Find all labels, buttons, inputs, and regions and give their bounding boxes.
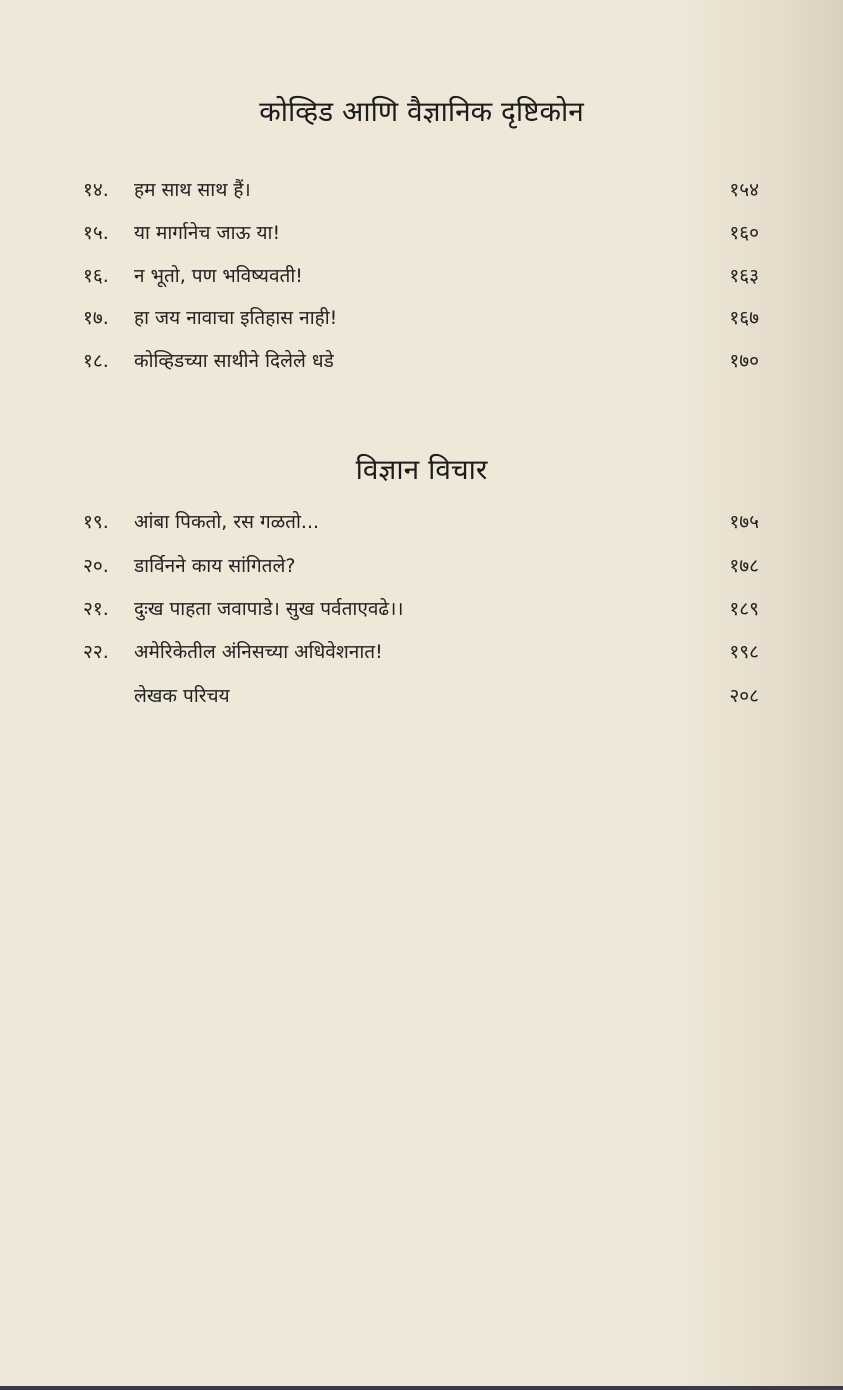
- entry-title: आंबा पिकतो, रस गळतो...: [134, 511, 320, 533]
- entry-page: १६७: [729, 307, 759, 329]
- toc-entry: [0, 219, 843, 259]
- entry-number: २१.: [83, 598, 109, 620]
- toc-entry: [0, 262, 843, 302]
- entry-title: लेखक परिचय: [134, 685, 230, 707]
- entry-title: हम साथ साथ हैं।: [134, 179, 251, 201]
- toc-entry: [0, 595, 843, 635]
- toc-entry: [0, 552, 843, 592]
- entry-number: १५.: [83, 222, 109, 244]
- toc-entry: [0, 682, 843, 722]
- entry-number: २०.: [83, 555, 109, 577]
- toc-entry: [0, 304, 843, 344]
- entry-number: १८.: [83, 350, 109, 372]
- entry-number: १६.: [83, 265, 109, 287]
- page-bottom-edge: [0, 1386, 843, 1390]
- entry-title: अमेरिकेतील अंनिसच्या अधिवेशनात!: [134, 641, 383, 663]
- toc-entry: [0, 176, 843, 216]
- entry-number: १७.: [83, 307, 109, 329]
- section-title-covid: कोव्हिड आणि वैज्ञानिक दृष्टिकोन: [259, 95, 584, 128]
- entry-page: १७०: [729, 350, 759, 372]
- toc-entry: [0, 347, 843, 387]
- entry-number: १४.: [83, 179, 109, 201]
- section-title-science: विज्ञान विचार: [355, 453, 488, 486]
- entry-title: डार्विनने काय सांगितले?: [134, 555, 296, 577]
- entry-number: २२.: [83, 641, 109, 663]
- entry-title: कोव्हिडच्या साथीने दिलेले धडे: [134, 350, 334, 372]
- entry-page: १५४: [729, 179, 759, 201]
- toc-entry: [0, 638, 843, 678]
- entry-page: १६३: [729, 265, 759, 287]
- entry-title: दुःख पाहता जवापाडे। सुख पर्वताएवढे।।: [134, 598, 404, 620]
- entry-title: हा जय नावाचा इतिहास नाही!: [134, 307, 338, 329]
- entry-page: १७५: [729, 511, 759, 533]
- entry-number: १९.: [83, 511, 109, 533]
- entry-page: १७८: [729, 555, 759, 577]
- entry-page: २०८: [729, 685, 759, 707]
- toc-entry: [0, 508, 843, 548]
- entry-page: १६०: [729, 222, 759, 244]
- entry-title: न भूतो, पण भविष्यवती!: [134, 265, 303, 287]
- entry-page: १८९: [729, 598, 759, 620]
- entry-title: या मार्गानेच जाऊ या!: [134, 222, 281, 244]
- entry-page: १९८: [729, 641, 759, 663]
